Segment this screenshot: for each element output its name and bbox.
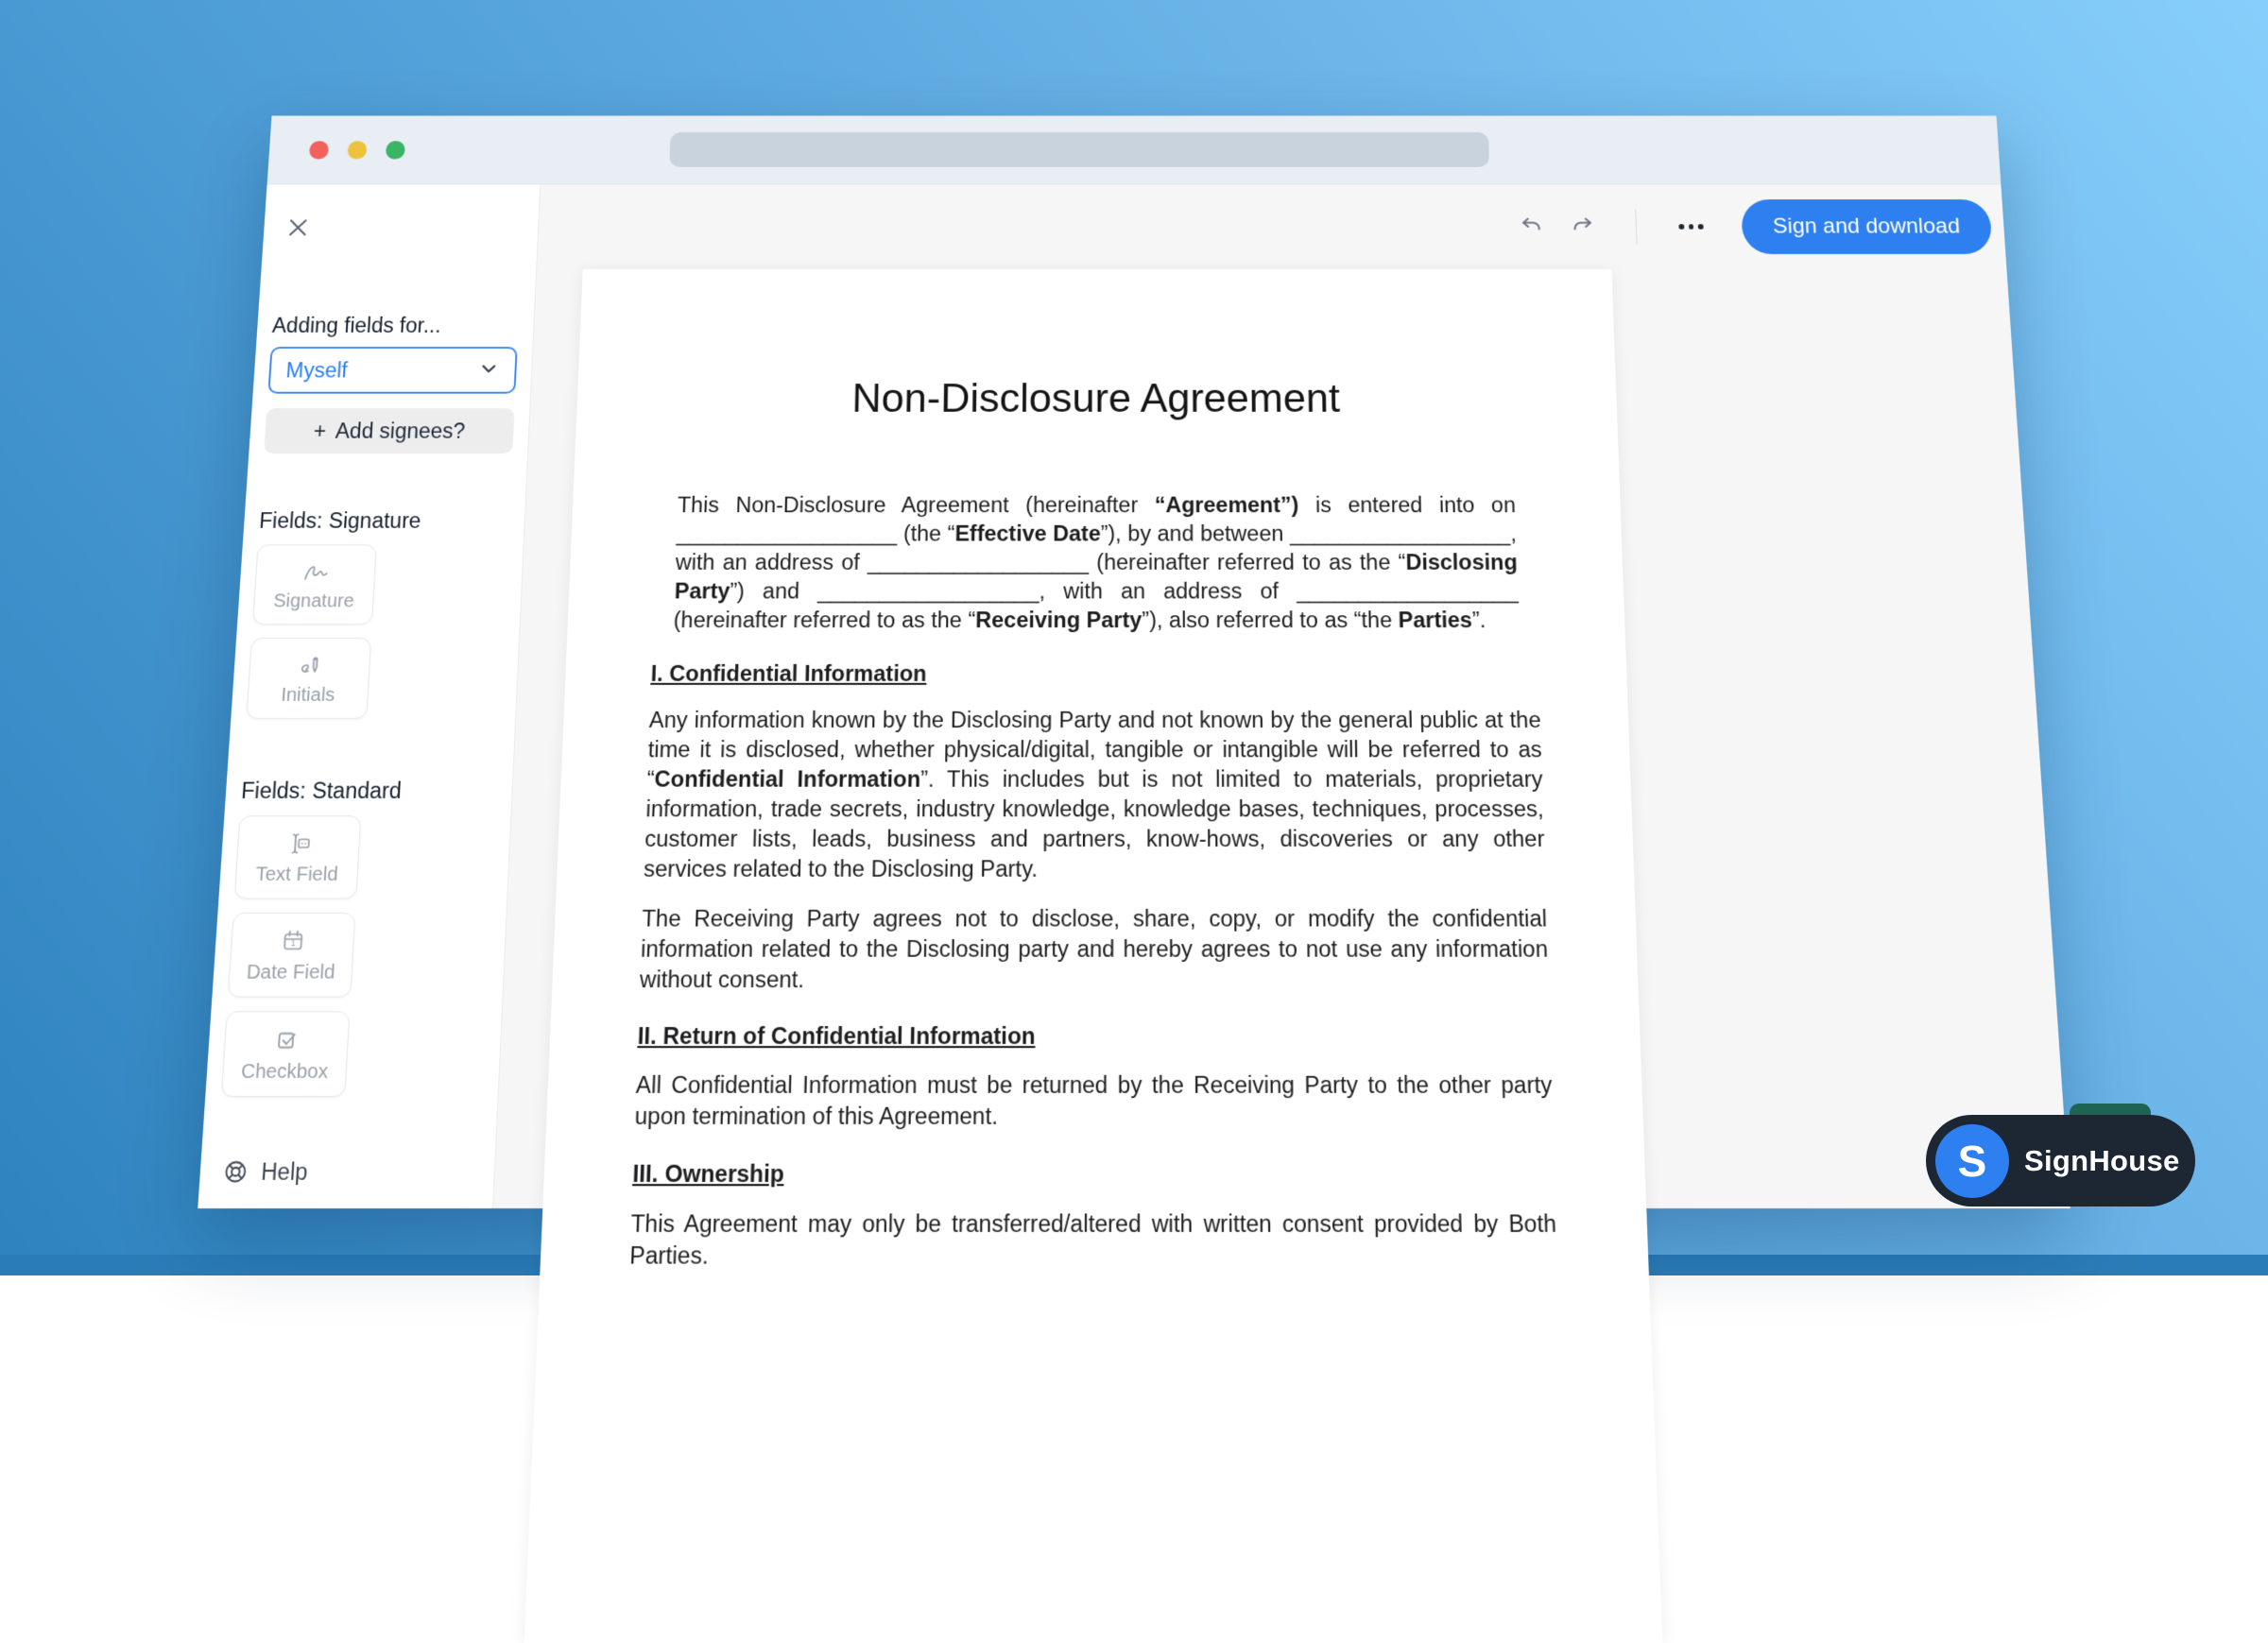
undo-button[interactable]	[1518, 213, 1546, 242]
document-heading: III. Ownership	[631, 1160, 785, 1188]
date-field-button[interactable]	[228, 913, 356, 998]
signer-dropdown-value: Myself	[284, 357, 349, 382]
standard-fields-group	[221, 815, 495, 1097]
document-paragraph: The Receiving Party agrees not to disclose, share, copy, or modify the confidential information related to the Disclosing party and hereby agrees to not use any information without consent.	[639, 905, 1549, 993]
redo-button[interactable]	[1569, 213, 1597, 242]
sign-and-download-button[interactable]: Sign and download	[1741, 199, 1993, 254]
signature-field-button[interactable]	[252, 544, 377, 625]
redo-icon	[1569, 213, 1597, 242]
toolbar-divider	[1636, 209, 1638, 244]
signature-fields-group	[246, 544, 507, 719]
close-icon	[285, 229, 310, 242]
address-bar[interactable]	[669, 132, 1489, 167]
undo-icon	[1518, 213, 1546, 242]
editor-toolbar	[1504, 184, 2006, 269]
document-paragraph: All Confidential Information must be returned by the Receiving Party to the other party upon termination of this Agreement.	[634, 1071, 1553, 1130]
checkbox-field-label: Checkbox	[240, 1060, 329, 1083]
initials-field-button[interactable]	[246, 638, 371, 719]
signature-field-label: Signature	[272, 590, 355, 611]
text-field-label: Text Field	[254, 863, 339, 885]
document-heading: II. Return of Confidential Information	[637, 1022, 1036, 1050]
signature-icon	[299, 557, 333, 585]
document-canvas	[493, 184, 2070, 1270]
ellipsis-icon	[1679, 224, 1685, 229]
signhouse-name: SignHouse	[2024, 1143, 2180, 1177]
document-content	[540, 269, 1648, 1272]
traffic-light-close[interactable]	[309, 141, 329, 159]
add-signees-label: Add signees?	[335, 419, 466, 443]
standard-fields-heading: Fields: Standard	[240, 778, 403, 803]
browser-titlebar	[267, 116, 2002, 185]
traffic-light-minimize[interactable]	[347, 141, 367, 159]
adding-fields-label: Adding fields for...	[271, 313, 442, 337]
help-label: Help	[260, 1157, 309, 1185]
date-field-label: Date Field	[246, 961, 336, 984]
help-lifebuoy-icon	[221, 1157, 250, 1186]
text-field-button[interactable]	[234, 815, 362, 899]
document-paragraph: This Agreement may only be transferred/altered with written consent provided by Both Parties.	[628, 1210, 1557, 1270]
chevron-down-icon	[477, 357, 501, 384]
signature-fields-heading: Fields: Signature	[258, 508, 422, 533]
window-controls	[309, 141, 405, 159]
document-title: Non-Disclosure Agreement	[851, 376, 1341, 421]
add-signees-button[interactable]	[264, 408, 515, 454]
more-options-button[interactable]	[1674, 219, 1710, 234]
document-paragraph: Any information known by the Disclosing Party and not known by the general public at the time it is disclosed, whether physical/digital, tangible or intangible will be referred to as “Confidential Information”. This includes but is not limited to materials, proprietary information, trade secrets, industry knowledge, knowledge bases, techniques, processes, customer lists, leads, business and partners, know-hows, discoveries or any other services related to the Disclosing Party.	[643, 707, 1545, 881]
plus-icon: +	[313, 419, 327, 443]
initials-field-label: Initials	[280, 684, 336, 706]
initials-icon	[295, 650, 325, 678]
svg-text:1: 1	[289, 937, 296, 949]
document-paragraph: This Non-Disclosure Agreement (hereinafter “Agreement”) is entered into on __________________ (the “Effective Date”), by and between __________________, with an address of __________________ (hereinafter referred to as the “Disclosing Party”) and __________________, with an address of __________________ (hereinafter referred to as the “Receiving Party”), also referred to as “the Parties”.	[673, 492, 1519, 633]
checkbox-field-button[interactable]	[221, 1011, 351, 1097]
document-body	[629, 491, 1558, 1273]
text-field-icon	[284, 829, 314, 858]
document-heading: I. Confidential Information	[650, 660, 927, 686]
traffic-light-zoom[interactable]	[386, 141, 405, 159]
signhouse-logo-icon: S	[1935, 1124, 2009, 1198]
signhouse-badge[interactable]	[1926, 1115, 2195, 1207]
window-body	[198, 184, 2070, 1270]
help-button[interactable]	[221, 1157, 309, 1186]
checkbox-icon	[271, 1024, 302, 1054]
close-sidebar-button[interactable]	[285, 216, 311, 239]
date-field-icon	[277, 926, 308, 955]
fields-sidebar	[198, 184, 541, 1208]
signer-dropdown[interactable]	[267, 347, 517, 394]
document-page[interactable]	[524, 269, 1663, 1643]
browser-window	[198, 116, 2070, 1270]
